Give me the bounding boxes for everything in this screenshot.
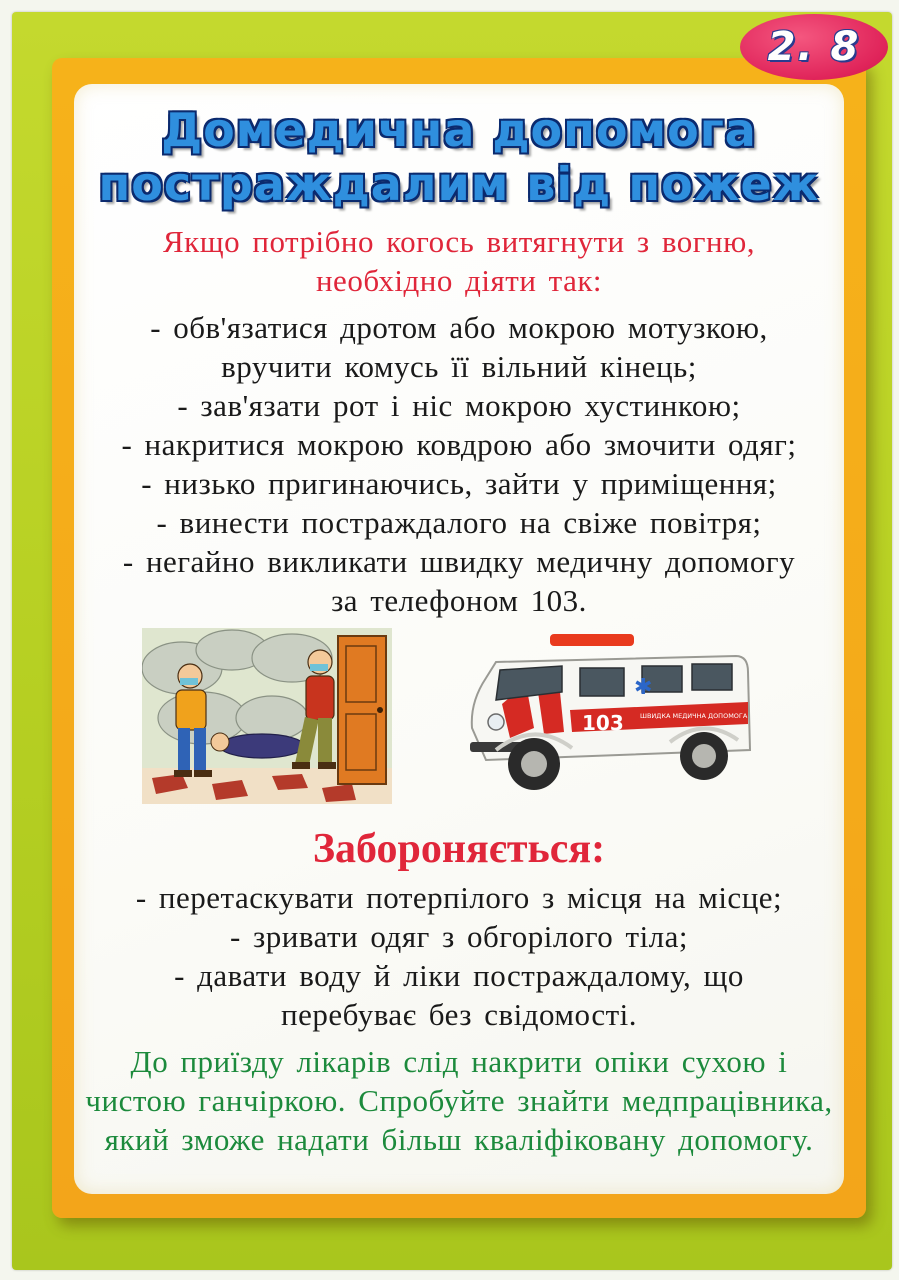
intro-text — [84, 222, 834, 300]
advice-line: який зможе надати більш кваліфіковану допомогу. — [104, 1122, 814, 1157]
forbidden-line: перебуває без свідомості. — [281, 997, 637, 1032]
forbidden-heading: Забороняється: — [312, 826, 606, 872]
advice-line: чистою ганчіркою. Спробуйте знайти медпрацівника, — [85, 1083, 833, 1118]
forbidden-line: - перетаскувати потерпілого з місця на місце; — [135, 880, 783, 915]
rule-line: - зав'язати рот і ніс мокрою хустинкою; — [177, 388, 741, 423]
open-door — [338, 636, 386, 784]
advice-line: До приїзду лікарів слід накрити опіки сухою і — [130, 1044, 788, 1079]
star-of-life-icon: ✱ — [634, 675, 653, 700]
page-number: 2. 8 — [767, 24, 861, 70]
title-line-2: постраждалим від пожеж — [98, 157, 820, 211]
rule-line: за телефоном 103. — [331, 583, 587, 618]
rule-line: - накритися мокрою ковдрою або змочити одяг; — [121, 427, 797, 462]
intro-line: необхідно діяти так: — [315, 263, 603, 298]
rule-line: - обв'язатися дротом або мокрою мотузкою, — [150, 310, 768, 345]
ambulance-illustration — [466, 632, 756, 810]
siren-light — [550, 634, 634, 646]
forbidden-line: - зривати одяг з обгорілого тіла; — [229, 919, 689, 954]
title-line-1: Домедична допомога — [161, 103, 757, 157]
forbidden-line: - давати воду й ліки постраждалому, що — [174, 958, 744, 993]
ambulance-number: 103 — [582, 711, 624, 735]
rule-line: - негайно викликати швидку медичну допомогу — [122, 544, 796, 579]
rule-line: вручити комусь її вільний кінець; — [221, 349, 697, 384]
advice-text — [84, 1042, 834, 1159]
rule-line: - винести постраждалого на свіже повітря; — [156, 505, 762, 540]
ambulance-side-text: ШВИДКА МЕДИЧНА ДОПОМОГА — [640, 712, 748, 720]
forbidden-list — [84, 878, 834, 1034]
rescue-illustration — [142, 628, 392, 804]
rule-line: - низько пригинаючись, зайти у приміщення; — [141, 466, 777, 501]
page-number-badge — [740, 14, 888, 80]
intro-line: Якщо потрібно когось витягнути з вогню, — [163, 224, 755, 259]
rescue-rules-list — [84, 308, 834, 620]
